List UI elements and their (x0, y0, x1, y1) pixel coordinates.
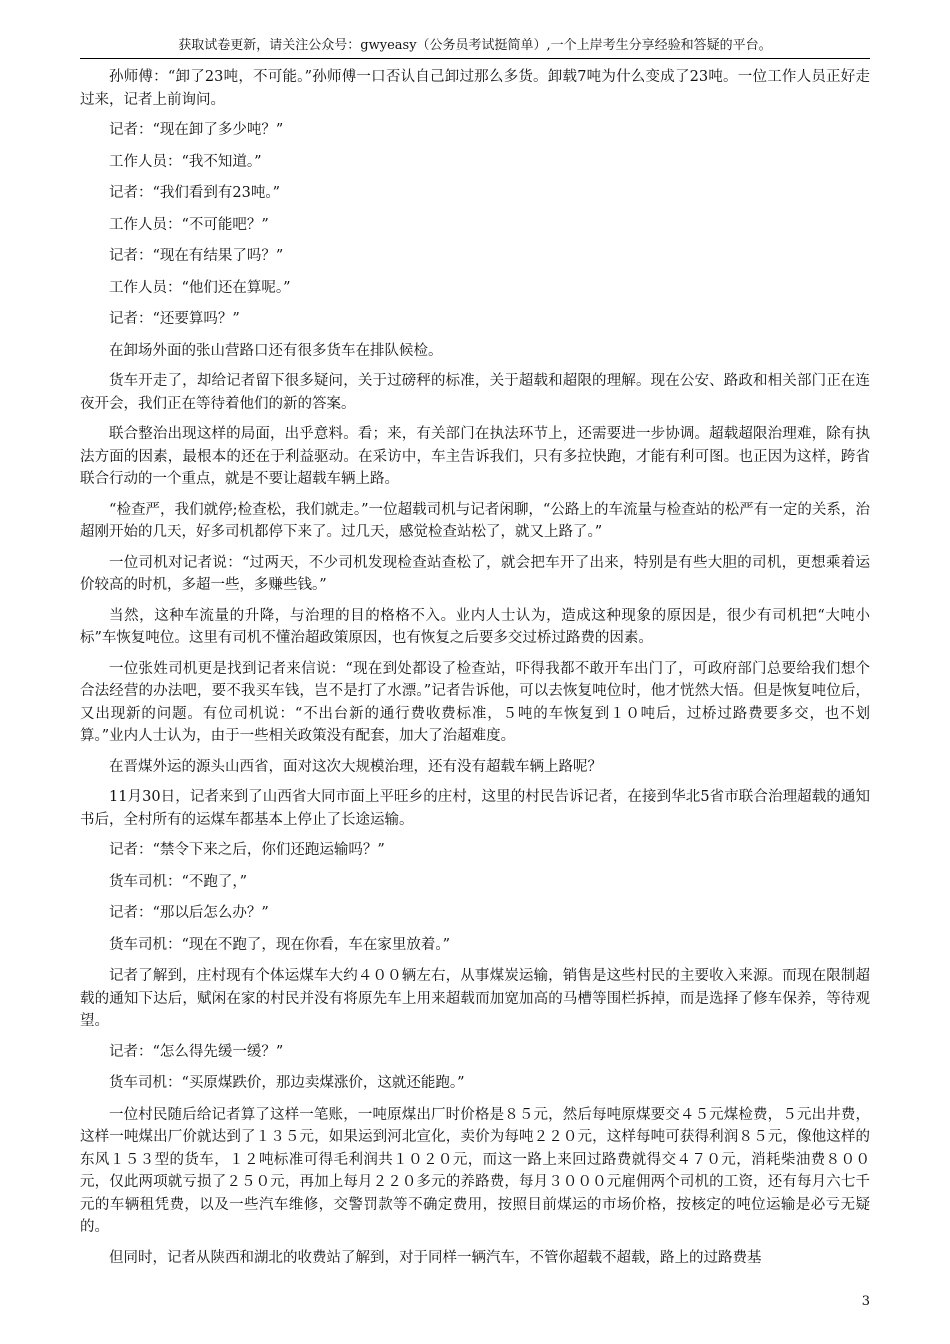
paragraph: 记者了解到，庄村现有个体运煤车大约４００辆左右，从事煤炭运输，销售是这些村民的主要收入来源。而现在限制超载的通知下达后，赋闲在家的村民并没有将原先车上用来超载而加宽加高的马槽等围栏拆掉，而是选择了修车保养，等待观望。 (80, 968, 870, 1029)
page-header: 获取试卷更新，请关注公众号：gwyeasy（公务员考试挺简单）,一个上岸考生分享经验和答疑的平台。 (80, 38, 870, 59)
paragraph: 当然，这种车流量的升降，与治理的目的格格不入。业内人士认为，造成这种现象的原因是，很少有司机把“大吨小标”车恢复吨位。这里有司机不懂治超政策原因，也有恢复之后要多交过桥过路费的因素。 (80, 607, 870, 646)
paragraph: 在晋煤外运的源头山西省，面对这次大规模治理，还有没有超载车辆上路呢？ (109, 758, 602, 775)
dialogue-line: 记者：“禁令下来之后，你们还跑运输吗？” (109, 842, 385, 858)
dialogue-line: 货车司机：“不跑了，” (109, 873, 248, 890)
paragraph: 在卸场外面的张山营路口还有很多货车在排队候检。 (109, 342, 443, 359)
paragraph: 孙师傅：“卸了23吨，不可能。”孙师傅一口否认自己卸过那么多货。卸载7吨为什么变成了23吨。一位工作人员正好走过来，记者上前询问。 (80, 69, 870, 108)
dialogue-line: 记者：“怎么得先缓一缓？” (109, 1043, 284, 1060)
page-number: 3 (861, 1294, 870, 1309)
dialogue-line: 记者：“我们看到有23吨。” (109, 185, 281, 201)
dialogue-line: 货车司机：“现在不跑了，现在你看，车在家里放着。” (109, 936, 451, 953)
paragraph: 联合整治出现这样的局面，出乎意料。看；来，有关部门在执法环节上，还需要进一步协调。超载超限治理难，除有执法方面的因素，最根本的还在于利益驱动。在采访中，车主告诉我们，只有多拉快跑，才能有利可图。也正因为这样，跨省联合行动的一个重点，就是不要让超载车辆上路。 (80, 426, 870, 487)
dialogue-line: 工作人员：“他们还在算呢。” (109, 279, 291, 296)
dialogue-line: 货车司机：“买原煤跌价，那边卖煤涨价，这就还能跑。” (109, 1075, 465, 1091)
dialogue-line: 记者：“那以后怎么办？” (109, 905, 269, 921)
paragraph: 11月30日，记者来到了山西省大同市面上平旺乡的庄村，这里的村民告诉记者，在接到华北5省市联合治理超载的通知书后，全村所有的运煤车都基本上停止了长途运输。 (80, 789, 870, 828)
dialogue-line: 记者：“还要算吗？” (109, 311, 240, 327)
paragraph: 一位张姓司机更是找到记者来信说：“现在到处都设了检查站，吓得我都不敢开车出门了，可政府部门总要给我们想个合法经营的办法吧，要不我买车钱，岂不是打了水漂。”记者告诉他，可以去恢复吨位时，他才恍然大悟。但是恢复吨位后，又出现新的问题。有位司机说：“不出台新的通行费收费标准，５吨的车恢复到１０吨后，过桥过路费要多交，也不划算。”业内人士认为，由于一些相关政策没有配套，加大了治超难度。 (80, 660, 870, 744)
paragraph: 一位村民随后给记者算了这样一笔账，一吨原煤出厂时价格是８５元，然后每吨原煤要交４５元煤检费，５元出井费，这样一吨煤出厂价就达到了１３５元，如果运到河北宣化，卖价为每吨２２０元，这样每吨可获得利润８５元，像他这样的东风１５３型的货车，１２吨标准可得毛利润共１０２０元，而这一路上来回过路费就得交４７０元，消耗柴油费８００元，仅此两项就亏损了２５０元，再加上每月２２０多元的养路费，每月３０００元雇佣两个司机的工资，还有每月六七千元的车辆租凭费，以及一些汽车维修，交警罚款等不确定费用，按照目前煤运的市场价格，按核定的吨位运输是必亏无疑的。 (80, 1106, 870, 1235)
dialogue-line: 工作人员：“不可能吧？” (109, 216, 269, 233)
paragraph: 一位司机对记者说：“过两天，不少司机发现检查站查松了，就会把车开了出来，特别是有些大胆的司机，更想乘着运价较高的时机，多超一些，多赚些钱。” (80, 554, 870, 593)
dialogue-line: 记者：“现在有结果了吗？” (109, 248, 284, 264)
dialogue-line: 工作人员：“我不知道。” (109, 153, 262, 170)
paragraph: “检查严，我们就停;检查松，我们就走。”一位超载司机与记者闲聊，“公路上的车流量与检查站的松严有一定的关系，治超刚开始的几天，好多司机都停下来了。过几天，感觉检查站松了，就又上路了。” (80, 501, 870, 540)
document-body (80, 66, 870, 1277)
dialogue-line: 记者：“现在卸了多少吨？” (109, 122, 284, 138)
paragraph: 但同时，记者从陕西和湖北的收费站了解到，对于同样一辆汽车，不管你超载不超载，路上的过路费基 (109, 1249, 762, 1266)
paragraph: 货车开走了，却给记者留下很多疑问，关于过磅秤的标准，关于超载和超限的理解。现在公安、路政和相关部门正在连夜开会，我们正在等待着他们的新的答案。 (80, 373, 870, 412)
